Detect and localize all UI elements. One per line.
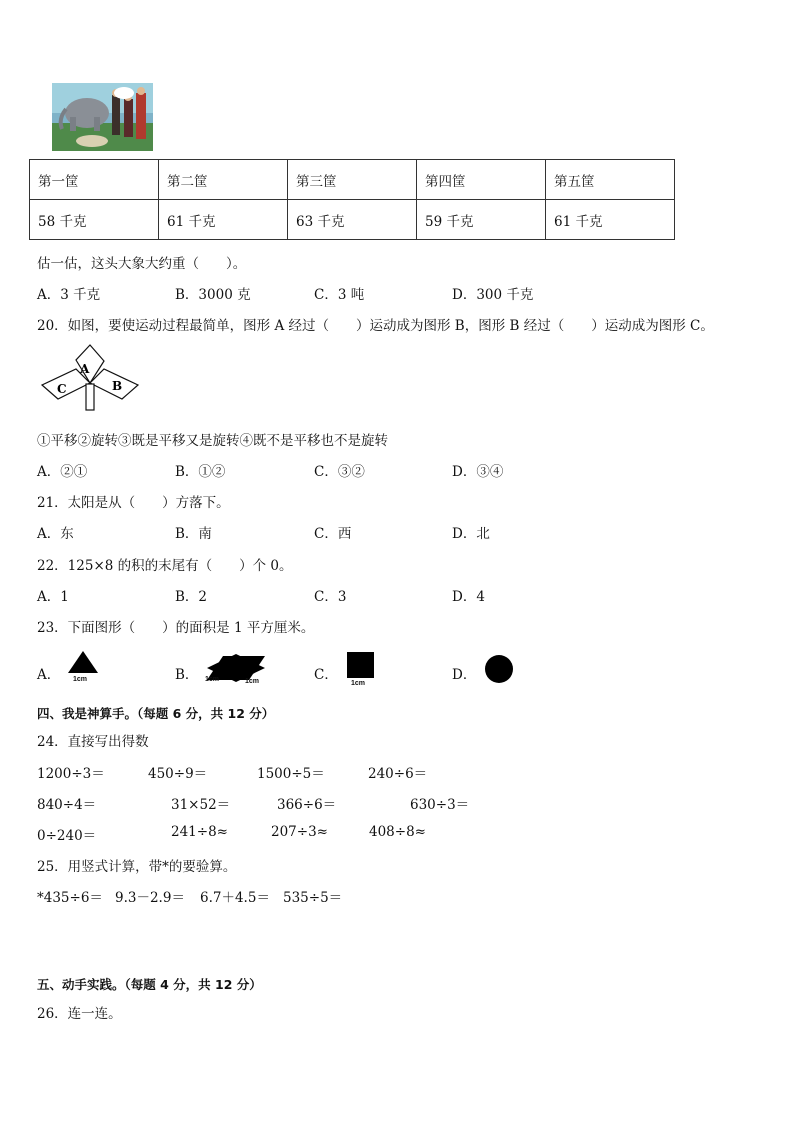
q24-item: 207÷3≈ (271, 824, 328, 840)
q20-option-d: D．③④ (452, 464, 504, 480)
q24-item: 630÷3＝ (410, 797, 470, 813)
q24-item: 450÷9＝ (148, 766, 208, 782)
table-cell: 59 千克 (417, 200, 546, 240)
square-shape (346, 651, 376, 691)
q22-option-b: B．2 (175, 589, 208, 605)
table-header-cell: 第二筐 (159, 160, 288, 200)
q21-stem: 21．太阳是从（ ）方落下。 (37, 495, 230, 511)
elephant-weighing-picture (52, 83, 153, 151)
shape-unit-label: 1cm (205, 676, 220, 683)
q26-stem: 26．连一连。 (37, 1006, 122, 1022)
q23-option-d: D． (452, 667, 477, 683)
q20-option-b: B．①② (175, 464, 226, 480)
q25-item: 9.3－2.9＝ (115, 890, 185, 906)
q25-item: 6.7＋4.5＝ (200, 890, 270, 906)
table-cell: 61 千克 (159, 200, 288, 240)
table-row (30, 160, 675, 200)
table-cell: 61 千克 (546, 200, 675, 240)
table-cell: 63 千克 (288, 200, 417, 240)
q19-option-a: A．3 千克 (37, 287, 101, 303)
q21-option-b: B．南 (175, 526, 212, 542)
q24-item: 840÷4＝ (37, 797, 97, 813)
q20-stem: 20．如图，要使运动过程最简单，图形 A 经过（ ）运动成为图形 B，图形 B 经过（ ）运动成为图形 C。 (37, 318, 714, 334)
table-header-cell: 第四筐 (417, 160, 546, 200)
q22-option-d: D．4 (452, 589, 485, 605)
triangle-shape (66, 649, 100, 687)
q23-option-c: C． (314, 667, 338, 683)
q19-option-b: B．3000 克 (175, 287, 251, 303)
table-header-cell: 第一筐 (30, 160, 159, 200)
q22-option-c: C．3 (314, 589, 347, 605)
figure-label-c: C (57, 382, 67, 396)
rotation-figure (40, 343, 140, 413)
q24-item: 240÷6＝ (368, 766, 428, 782)
shape-unit-label: 1cm (351, 680, 366, 687)
q20-option-c: C．③② (314, 464, 365, 480)
shape-unit-label: 1cm (73, 676, 88, 683)
q21-option-c: C．西 (314, 526, 352, 542)
q23-stem: 23．下面图形（ ）的面积是 1 平方厘米。 (37, 620, 315, 636)
rhombus-shape (205, 654, 267, 688)
q23-option-b: B． (175, 667, 199, 683)
q20-choices-line: ①平移②旋转③既是平移又是旋转④既不是平移也不是旋转 (37, 433, 388, 449)
q19-option-c: C．3 吨 (314, 287, 365, 303)
q21-option-a: A．东 (37, 526, 74, 542)
weights-table (29, 159, 675, 240)
q22-option-a: A．1 (37, 589, 69, 605)
q24-item: 1200÷3＝ (37, 766, 105, 782)
section-five-title: 五、动手实践。（每题 4 分，共 12 分） (37, 977, 262, 992)
q24-item: 408÷8≈ (369, 824, 426, 840)
figure-label-a: A (80, 362, 90, 376)
q19-option-d: D．300 千克 (452, 287, 534, 303)
q24-item: 1500÷5＝ (257, 766, 325, 782)
shape-unit-label: 1cm (245, 678, 260, 685)
q24-item: 241÷8≈ (171, 824, 228, 840)
q23-option-a: A． (37, 667, 61, 683)
table-row (30, 200, 675, 240)
circle-shape (484, 654, 514, 684)
q24-item: 0÷240＝ (37, 828, 97, 844)
table-header-cell: 第三筐 (288, 160, 417, 200)
table-cell: 58 千克 (30, 200, 159, 240)
q19-stem: 估一估，这头大象大约重（ ）。 (37, 256, 247, 272)
q20-option-a: A．②① (37, 464, 88, 480)
table-header-cell: 第五筐 (546, 160, 675, 200)
q24-item: 31×52＝ (171, 797, 231, 813)
section-four-title: 四、我是神算手。（每题 6 分，共 12 分） (37, 706, 275, 721)
q25-item: 535÷5＝ (283, 890, 343, 906)
figure-label-b: B (112, 379, 123, 393)
q22-stem: 22．125×8 的积的末尾有（ ）个 0。 (37, 558, 293, 574)
q21-option-d: D．北 (452, 526, 490, 542)
q25-item: *435÷6＝ (37, 890, 103, 906)
q25-stem: 25．用竖式计算，带*的要验算。 (37, 859, 237, 875)
q24-stem: 24．直接写出得数 (37, 734, 149, 750)
q24-item: 366÷6＝ (277, 797, 337, 813)
